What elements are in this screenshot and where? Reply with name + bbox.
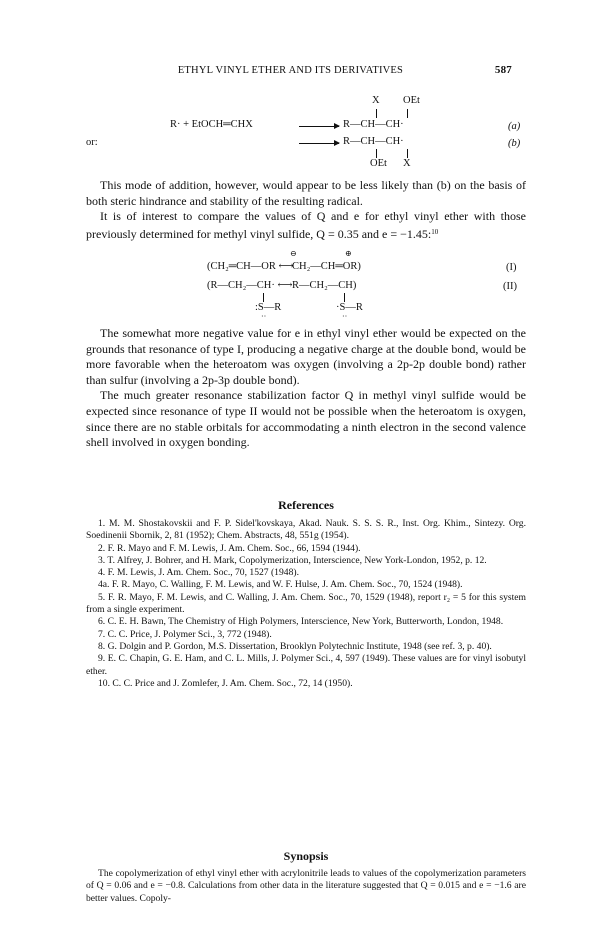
resonance-line2-left: (R—CH₂—CH· ⟷	[207, 280, 293, 291]
eq-label-II: (II)	[503, 281, 517, 292]
reference-item: 4. F. M. Lewis, J. Am. Chem. Soc., 70, 1527 (1948).	[98, 567, 299, 579]
scheme1-or: or:	[86, 137, 98, 148]
reference-item: 7. C. C. Price, J. Polymer Sci., 3, 772 (1948).	[98, 628, 272, 640]
reference-item: 8. G. Dolgin and P. Gordon, M.S. Dissertation, Brooklyn Polytechnic Institute, 1948 (see ref. 3, p. 40).	[98, 640, 492, 652]
running-header	[86, 64, 512, 76]
reference-item: 3. T. Alfrey, J. Bohrer, and H. Mark, Copolymerization, Interscience, New York-London, 1952, p. 12.	[98, 554, 487, 566]
footnote-ref: 10	[431, 227, 439, 236]
sulfide-left: :S—R	[255, 302, 282, 313]
resonance-line1-right: CH₂—CH═OR)	[292, 261, 361, 272]
body-text-block-1	[86, 178, 526, 242]
reference-item: 5. F. R. Mayo, F. M. Lewis, and C. Walling, J. Am. Chem. Soc., 70, 1529 (1948), report r₂ = 5 for this system from a single experiment.	[86, 591, 526, 616]
bond-vertical	[344, 293, 345, 302]
eq-label-a: (a)	[508, 121, 521, 132]
sulfide-right: ·S—R	[336, 302, 363, 313]
bond-vertical	[376, 149, 377, 158]
page-number: 587	[494, 64, 512, 76]
scheme1-bottom-x: X	[403, 158, 411, 169]
reaction-arrow	[299, 143, 339, 144]
resonance-line2-right: R—CH₂—CH)	[292, 280, 357, 291]
eq-label-b: (b)	[508, 138, 521, 149]
scheme1-product-a: R—CH—CH·	[343, 119, 404, 130]
scheme1-top-oet: OEt	[403, 95, 420, 106]
references-list	[86, 518, 526, 690]
paragraph	[86, 209, 526, 242]
scheme1-reactant: R· + EtOCH═CHX	[170, 119, 253, 130]
paragraph-text: It is of interest to compare the values of Q and e for ethyl vinyl ether with those previously determined for methyl vinyl sulfide, Q = 0.35 and e = −1.45:	[86, 209, 526, 241]
eq-label-I: (I)	[506, 262, 517, 273]
negative-charge-symbol: ⊖	[290, 249, 297, 258]
scheme1-bottom-oet: OEt	[370, 158, 387, 169]
lone-pair-dots: ··	[261, 312, 267, 321]
reaction-arrow	[299, 126, 339, 127]
resonance-line1-left: (CH₂═CH—OR ⟷	[207, 261, 294, 272]
paragraph: This mode of addition, however, would appear to be less likely than (b) on the basis of both steric hindrance and stability of the resulting radical.	[86, 178, 526, 208]
bond-vertical	[263, 293, 264, 302]
reference-item: 10. C. C. Price and J. Zomlefer, J. Am. Chem. Soc., 72, 14 (1950).	[98, 677, 353, 689]
reference-item: 9. E. C. Chapin, G. E. Ham, and C. L. Mills, J. Polymer Sci., 4, 597 (1949). These values are for vinyl isobutyl ether.	[86, 653, 526, 677]
bond-vertical	[407, 109, 408, 118]
positive-charge-symbol: ⊕	[345, 249, 352, 258]
reference-item: 4a. F. R. Mayo, C. Walling, F. M. Lewis, and W. F. Hulse, J. Am. Chem. Soc., 70, 1524 (1948).	[98, 579, 463, 591]
reference-item: 6. C. E. H. Bawn, The Chemistry of High Polymers, Interscience, New York, Butterworth, London, 1948.	[98, 616, 504, 628]
reference-item: 1. M. M. Shostakovskii and F. P. Sidel'kovskaya, Akad. Nauk. S. S. S. R., Inst. Org. Khim., Sintezy. Org. Soedinenii Sbornik, 2, 81 (1952); Chem. Abstracts, 48, 551g (1954).	[86, 518, 526, 542]
body-text-block-2	[86, 326, 526, 451]
scheme1-top-x: X	[372, 95, 380, 106]
synopsis-heading: Synopsis	[283, 849, 329, 863]
paragraph: The somewhat more negative value for e in ethyl vinyl ether would be expected on the grounds that resonance of type I, producing a negative charge at the double bond, would be more favorable when the heteroatom was oxygen (involving a 2p-2p double bond) rather than sulfur (involving a 2p-3p double bond).	[86, 326, 526, 387]
running-title: ETHYL VINYL ETHER AND ITS DERIVATIVES	[177, 65, 404, 76]
references-heading: References	[278, 498, 334, 512]
paragraph: The much greater resonance stabilization factor Q in methyl vinyl sulfide would be expected since resonance of type II would not be possible when the heteroatom is oxygen, since there are no stable orbitals for accommodating a ninth electron in the second valence shell involved in oxygen bonding.	[86, 388, 526, 450]
synopsis-text: The copolymerization of ethyl vinyl ether with acrylonitrile leads to values of the copolymerization parameters of Q = 0.06 and e = −0.8. Calculations from other data in the literature suggested that Q = 0.015 and e = −1.6 are better values. Copoly-	[86, 868, 526, 904]
scheme1-product-b: R—CH—CH·	[343, 136, 404, 147]
bond-vertical	[376, 109, 377, 118]
bond-vertical	[407, 149, 408, 158]
reference-item: 2. F. R. Mayo and F. M. Lewis, J. Am. Chem. Soc., 66, 1594 (1944).	[98, 542, 361, 554]
lone-pair-dots: ··	[342, 312, 348, 321]
